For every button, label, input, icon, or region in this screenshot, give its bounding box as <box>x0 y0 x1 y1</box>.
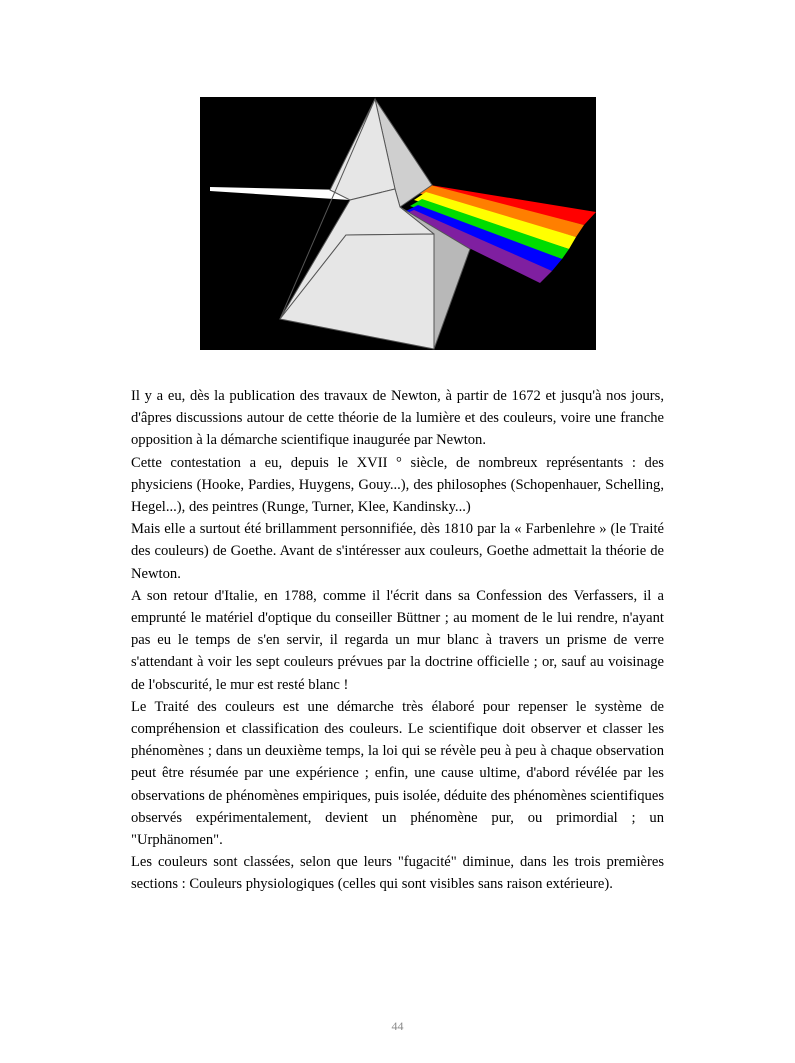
prism-base-face <box>280 234 434 349</box>
paragraph-italy-return: A son retour d'Italie, en 1788, comme il l'écrit dans sa Confession des Verfassers, il a emprunté le matériel d'optique du conseiller Büttner ; au moment de le lui rendre, n'ayant pas eu le temps de s'en servir, il regarda un mur blanc à travers un prisme de verre s'attendant à voir les sept couleurs prévues par la doctrine officielle ; or, sauf au voisinage de l'obscurité, le mur est resté blanc ! <box>131 587 664 693</box>
page-number: 44 <box>391 1019 404 1033</box>
paragraph-color-classification: Les couleurs sont classées, selon que leurs "fugacité" diminue, dans les trois premières sections : Couleurs physiologiques (celles qui sont visibles sans raison extérieure). <box>131 854 664 893</box>
paragraph-newton-debate: Il y a eu, dès la publication des travaux de Newton, à partir de 1672 et jusqu'à nos jours, d'âpres discussions autour de cette théorie de la lumière et des couleurs, voire une franche opposition à la démarche scientifique inaugurée par Newton. <box>131 388 664 449</box>
paragraph-traite-des-couleurs: Le Traité des couleurs est une démarche très élaboré pour repenser le système de compréhension et classification des couleurs. Le scientifique doit observer et classer les phénomènes ; dans un deuxième temps, la loi qui se révèle peu à peu à chaque observation peut être résumée par une expérience ; enfin, une cause ultime, d'abord révélée par les observations de phénomènes empiriques, puis isolée, déduite des phénomènes scientifiques observés expérimentalement, devient un phénomène pur, ou primordial ; un "Urphänomen". <box>131 698 664 849</box>
paragraph-contestation: Cette contestation a eu, depuis le XVII ° siècle, de nombreux représentants : des physiciens (Hooke, Pardies, Huygens, Gouy...), des philosophes (Schopenhauer, Schelling, Hegel...), des peintres (Runge, Turner, Klee, Kandinsky...) <box>131 454 664 516</box>
prism-illustration <box>200 97 596 350</box>
incoming-light-beam <box>210 187 350 200</box>
prism-dispersion-drawing <box>200 97 596 350</box>
paragraph-goethe-farbenlehre: Mais elle a surtout été brillamment personnifiée, dès 1810 par la « Farbenlehre » (le Traité des couleurs) de Goethe. Avant de s'intéresser aux couleurs, Goethe admettait la théorie de Newton. <box>131 521 664 582</box>
body-text <box>131 385 664 896</box>
